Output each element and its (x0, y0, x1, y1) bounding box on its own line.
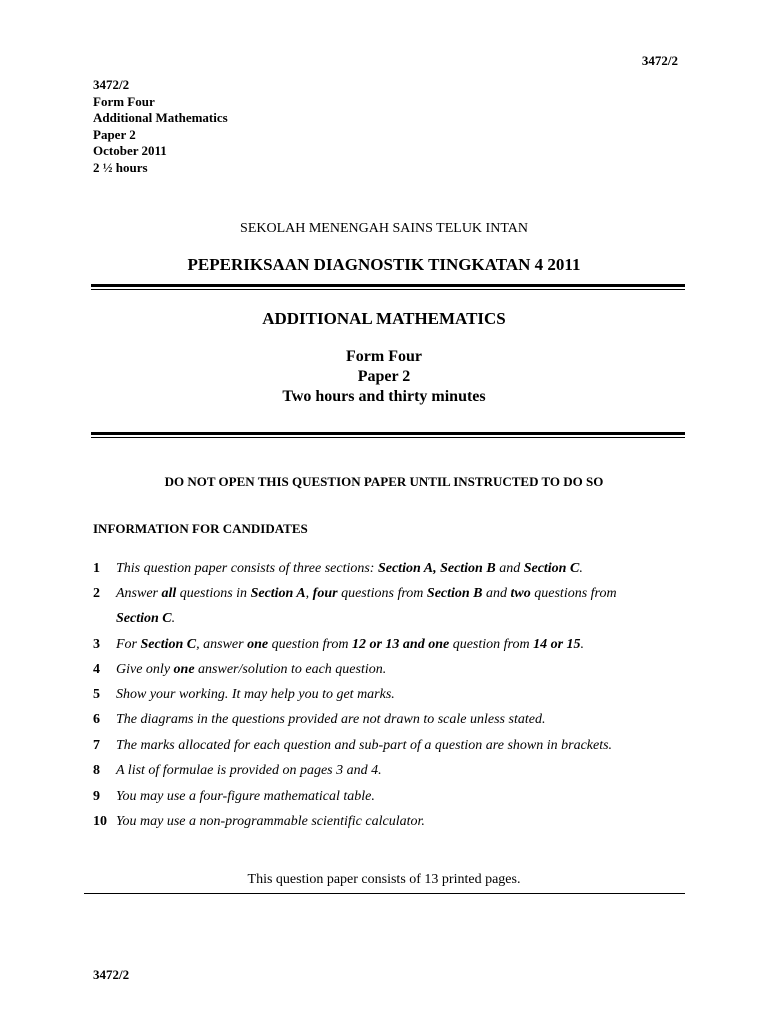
instruction-text: Answer all questions in Section A, four questions from Section B and two questions from (116, 586, 617, 601)
instruction-continuation: Section C. (116, 611, 176, 626)
instruction-text: Show your working. It may help you to get marks. (116, 687, 395, 702)
instruction-text: Give only one answer/solution to each question. (116, 662, 387, 677)
instruction-text: A list of formulae is provided on pages 3 and 4. (116, 763, 382, 778)
instruction-text: This question paper consists of three sections: Section A, Section B and Section C. (116, 561, 583, 576)
divider-bottom (91, 432, 685, 438)
footer-paper-code: 3472/2 (93, 967, 130, 982)
exam-title: PEPERIKSAAN DIAGNOSTIK TINGKATAN 4 2011 (187, 255, 581, 274)
pages-note: This question paper consists of 13 printed pages. (247, 872, 521, 887)
instruction-text: The diagrams in the questions provided are not drawn to scale unless stated. (116, 712, 546, 727)
meta-code: 3472/2 (93, 77, 130, 92)
meta-duration: 2 ½ hours (93, 159, 148, 175)
header-paper-code: 3472/2 (641, 53, 678, 68)
form-paper-block (0, 347, 768, 407)
instruction-number: 8 (93, 763, 100, 778)
instruction-text: You may use a four-figure mathematical table. (116, 789, 375, 804)
instruction-text: The marks allocated for each question and sub-part of a question are shown in brackets. (116, 738, 613, 753)
instruction-text: For Section C, answer one question from 12 or 13 and one question from 14 or 15. (116, 637, 585, 652)
form-label: Form Four (346, 348, 422, 365)
meta-paper: Paper 2 (93, 126, 136, 142)
footer-divider (84, 893, 685, 894)
paper-meta-block (93, 77, 228, 176)
meta-subject: Additional Mathematics (93, 110, 228, 125)
duration-label: Two hours and thirty minutes (282, 388, 486, 405)
instruction-number: 5 (93, 687, 100, 702)
info-heading: INFORMATION FOR CANDIDATES (93, 521, 308, 536)
instruction-number: 2 (93, 586, 100, 601)
instruction-number: 9 (93, 789, 100, 804)
instruction-text: You may use a non-programmable scientific calculator. (116, 814, 425, 829)
subject-title: ADDITIONAL MATHEMATICS (262, 309, 506, 328)
instruction-number: 6 (93, 712, 100, 727)
divider-top (91, 284, 685, 290)
instruction-number: 4 (93, 662, 100, 677)
meta-form: Form Four (93, 93, 155, 109)
instruction-number: 1 (93, 561, 100, 576)
school-name: SEKOLAH MENENGAH SAINS TELUK INTAN (240, 221, 528, 236)
paper-label: Paper 2 (357, 368, 411, 385)
do-not-open-warning: DO NOT OPEN THIS QUESTION PAPER UNTIL INSTRUCTED TO DO SO (164, 474, 604, 489)
instruction-number: 10 (93, 814, 107, 829)
instruction-number: 3 (93, 637, 100, 652)
meta-date: October 2011 (93, 143, 167, 158)
instruction-number: 7 (93, 738, 100, 753)
